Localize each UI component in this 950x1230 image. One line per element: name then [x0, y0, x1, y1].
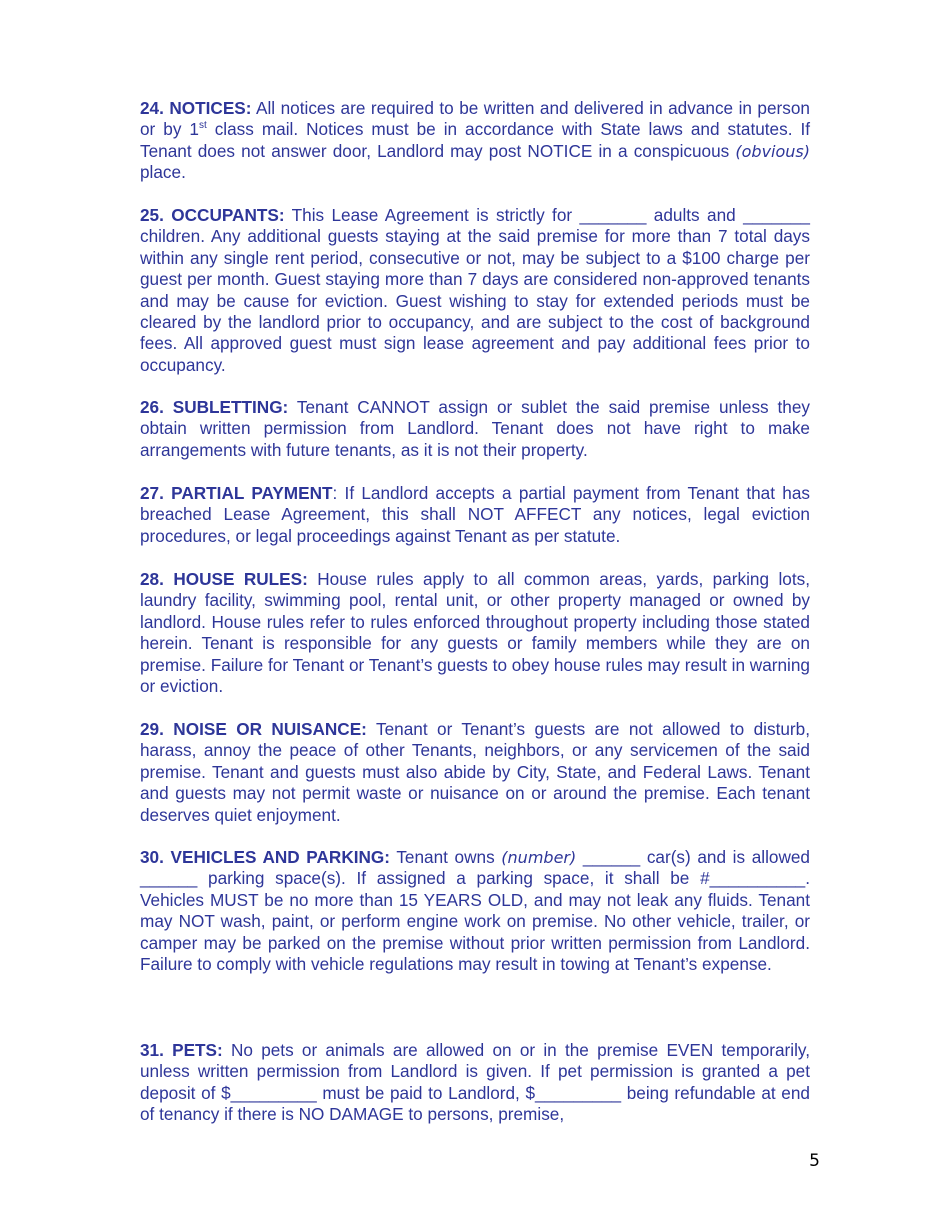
- section-text: No pets or animals are allowed on or in the premise EVEN temporarily, unless written permission from Landlord is given. If pet permission is granted a pet deposit of $_________ must be paid to Landlord, $_________ being refundable at end of tenancy if there is NO DAMAGE to persons, premise,: [140, 1040, 810, 1125]
- italic-note: (obvious): [735, 141, 810, 161]
- section-25-occupants: [140, 205, 810, 376]
- section-30-vehicles-parking: [140, 847, 810, 975]
- section-heading: 26. SUBLETTING:: [140, 397, 289, 417]
- section-24-notices: [140, 98, 810, 184]
- section-heading: 27. PARTIAL PAYMENT: [140, 483, 333, 503]
- section-heading: 30. VEHICLES AND PARKING:: [140, 847, 391, 867]
- section-text: Tenant CANNOT assign or sublet the said premise unless they obtain written permission from Landlord. Tenant does not have right to make arrangements with future tenants, as it is not their property.: [140, 397, 811, 460]
- section-text: place.: [140, 162, 186, 183]
- section-text: This Lease Agreement is strictly for _______ adults and _______ children. Any additional guests staying at the said premise for more than 7 total days within any single rent period, consecutive or not, may be subject to a $100 charge per guest per month. Guest staying more than 7 days are considered non-approved tenants and may be cause for eviction. Guest wishing to stay for extended periods must be cleared by the landlord prior to occupancy, and are subject to the cost of background fees. All approved guest must sign lease agreement and pay additional fees prior to occupancy.: [140, 205, 810, 375]
- section-text: Tenant or Tenant’s guests are not allowed to disturb, harass, annoy the peace of other Tenants, neighbors, or any servicemen of the said premise. Tenant and guests must also abide by City, State, and Federal Laws. Tenant and guests may not permit waste or nuisance on or around the premise. Each tenant deserves quiet enjoyment.: [140, 719, 810, 825]
- section-29-noise-nuisance: [140, 719, 810, 826]
- section-heading: 31. PETS:: [140, 1040, 223, 1060]
- section-heading: 28. HOUSE RULES:: [140, 569, 308, 589]
- italic-note: (number): [501, 848, 577, 867]
- section-26-subletting: [140, 397, 810, 461]
- section-text: Tenant owns: [390, 847, 502, 867]
- section-28-house-rules: [140, 569, 810, 697]
- section-27-partial-payment: [140, 483, 810, 547]
- section-text: House rules apply to all common areas, yards, parking lots, laundry facility, swimming pool, rental unit, or other property managed or owned by landlord. House rules refer to rules enforced throughout property including those stated herein. Tenant is responsible for any guests or family members while they are on premise. Failure for Tenant or Tenant’s guests to obey house rules may result in warning or eviction.: [140, 569, 810, 697]
- section-text: : If Landlord accepts a partial payment from Tenant that has breached Lease Agreement, this shall NOT AFFECT any notices, legal eviction procedures, or legal proceedings against Tenant as per statute.: [140, 483, 810, 546]
- section-heading: 24. NOTICES:: [140, 98, 252, 118]
- section-heading: 29. NOISE OR NUISANCE:: [140, 719, 367, 739]
- section-31-pets: [140, 1040, 810, 1126]
- section-heading: 25. OCCUPANTS:: [140, 205, 285, 225]
- section-text: class mail. Notices must be in accordance with State laws and statutes. If Tenant does not answer door, Landlord may post NOTICE in a conspicuous: [140, 119, 811, 161]
- page-number: 5: [809, 1151, 820, 1171]
- section-text: All notices are required to be written and delivered in advance in person or by 1: [140, 98, 810, 140]
- section-text: ______ car(s) and is allowed ______ parking space(s). If assigned a parking space, it shall be #__________. Vehicles MUST be no more than 15 YEARS OLD, and may not leak any fluids. Tenant may NOT wash, paint, or perform engine work on premise. No other vehicle, trailer, or camper may be parked on the premise without prior written permission from Landlord. Failure to comply with vehicle regulations may result in towing at Tenant’s expense.: [140, 847, 810, 975]
- superscript-st: st: [198, 120, 207, 132]
